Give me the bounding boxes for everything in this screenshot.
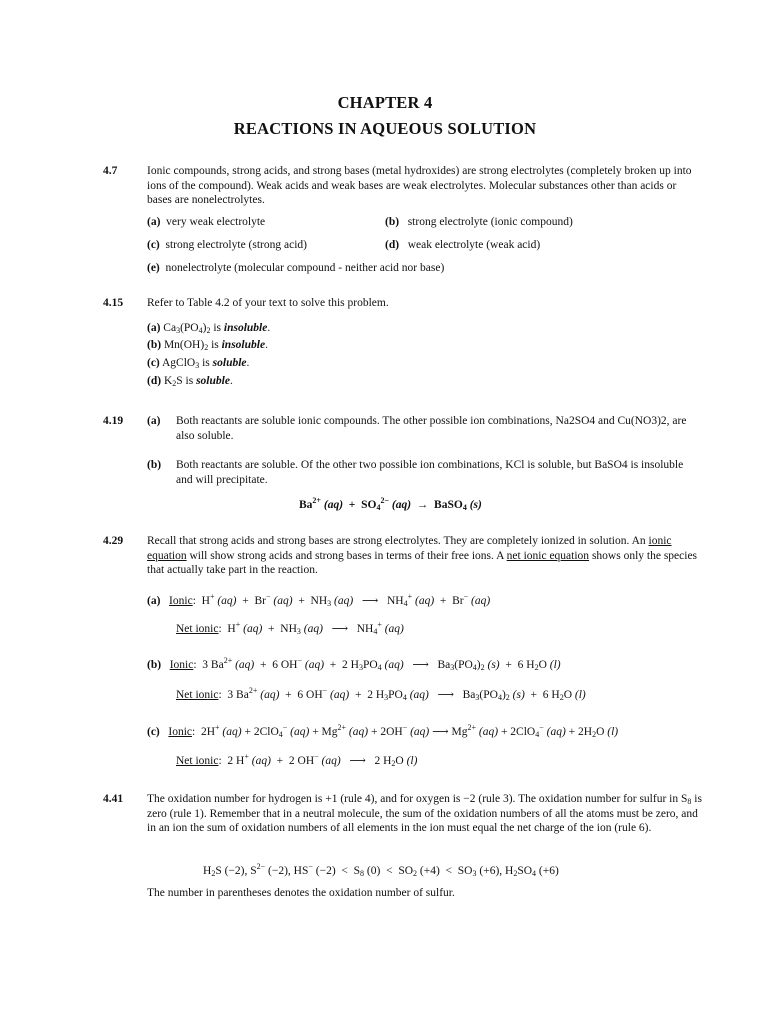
part-c-ionic: (c) Ionic: 2H+ (aq) + 2ClO$_4$− $(aq) + Mg^{2+}$ (aq) + 2OH− (aq) ⟶ $Mg^{2+}$ (aq) + 2ClO$_4$− $(aq) + 2H_2O$ (l) (147, 723, 619, 739)
problem-text: The oxidation number for hydrogen is +1 (rule 4), and for oxygen is −2 (rule 3). The oxidation number for sulfur in $S_8$ is zero (rule 1). Remember that in a neutral molecule, the sum of the oxidation numbers of all the atoms must be zero, and in an ion the sum of oxidation numbers of all elements in the ion must equal the net charge of the ion (rule 6). (147, 793, 702, 835)
chapter-label: CHAPTER 4 (337, 93, 433, 112)
chapter-title: REACTIONS IN AQUEOUS SOLUTION (233, 119, 537, 138)
answer-c: (c) strong electrolyte (strong acid) (147, 239, 307, 251)
problem-text: Recall that strong acids and strong bases are strong electrolytes. They are completely ionized in solution. An ionic equation will show strong acids and strong bases in terms of their free ions. A net ionic equation shows only the species that actually take part in the reaction. (147, 535, 698, 577)
problem-text: Ionic compounds, strong acids, and strong bases (metal hydroxides) are strong electrolytes (completely broken up into ions of the compound). Weak acids and weak bases are weak electrolytes. Molecular substances other than acids or bases are nonelectrolytes. (147, 165, 692, 207)
problem-number: 4.41 (103, 793, 124, 805)
answer-d: (d) weak electrolyte (weak acid) (385, 239, 541, 251)
answer-b: (b) strong electrolyte (ionic compound) (385, 216, 573, 228)
problem-number: 4.7 (103, 165, 118, 177)
problem-number: 4.29 (103, 535, 124, 547)
problem-number: 4.19 (103, 415, 124, 427)
part-b-text: Both reactants are soluble. Of the other two possible ion combinations, KCl is soluble, but BaSO4 is insoluble and will precipitate. (176, 459, 684, 486)
answer-a: (a) $Ca_3(PO_4)_2$ is insoluble. (147, 322, 271, 335)
part-a-label: (a) (147, 415, 161, 427)
problem-text: Refer to Table 4.2 of your text to solve this problem. (147, 297, 389, 309)
part-a-net-ionic: Net ionic: H+ $(aq) + NH_3$ (aq) ⟶ $NH_4^+$ (aq) (176, 620, 404, 636)
answer-e: (e) nonelectrolyte (molecular compound - neither acid nor base) (147, 262, 445, 274)
answer-b: (b) $Mn(OH)_2$ is insoluble. (147, 339, 268, 352)
answer-d: (d) $K_2S$ is soluble. (147, 375, 233, 388)
part-b-net-ionic: Net ionic: 3 $Ba^{2+}$ (aq) + 6 OH− (aq) + 2 $H_3PO_4$ (aq) ⟶ $Ba_3(PO_4)_2$ (s) + 6 $H_2O$ (l) (176, 686, 586, 702)
part-a-ionic: (a) Ionic: H+ (aq) + Br− $(aq) + NH_3$ (aq) ⟶ $NH_4^+$ (aq) + Br− (aq) (147, 592, 491, 608)
oxidation-ordering: $H_2S$ (−2), $S^{2-}$ (−2), HS− $(-2) < S_8$ $(0) < SO_2$ $(+4) < SO_3$ (+6), $H_2SO_4$ (+6) (203, 862, 559, 878)
note: The number in parentheses denotes the oxidation number of sulfur. (147, 887, 455, 899)
part-b-label: (b) (147, 459, 162, 471)
part-a-text: Both reactants are soluble ionic compounds. The other possible ion combinations, Na2SO4 and Cu(NO3)2, are also soluble. (176, 415, 687, 442)
answer-a: (a) very weak electrolyte (147, 216, 266, 228)
part-c-net-ionic: Net ionic: 2 H+ (aq) + 2 OH− (aq) ⟶ 2 $H_2O$ (l) (176, 752, 418, 768)
problem-number: 4.15 (103, 297, 124, 309)
part-b-ionic: (b) Ionic: 3 $Ba^{2+}$ (aq) + 6 OH− (aq) + 2 $H_3PO_4$ (aq) ⟶ $Ba_3(PO_4)_2$ (s) + 6 $H_2O$ (l) (147, 656, 561, 672)
precipitation-equation: $Ba^{2+}$ $(aq) + SO_4^{2-}$ (aq) → BaSO$_4$ (s) (299, 496, 482, 512)
answer-c: (c) AgClO$_3$ is soluble. (147, 357, 250, 370)
